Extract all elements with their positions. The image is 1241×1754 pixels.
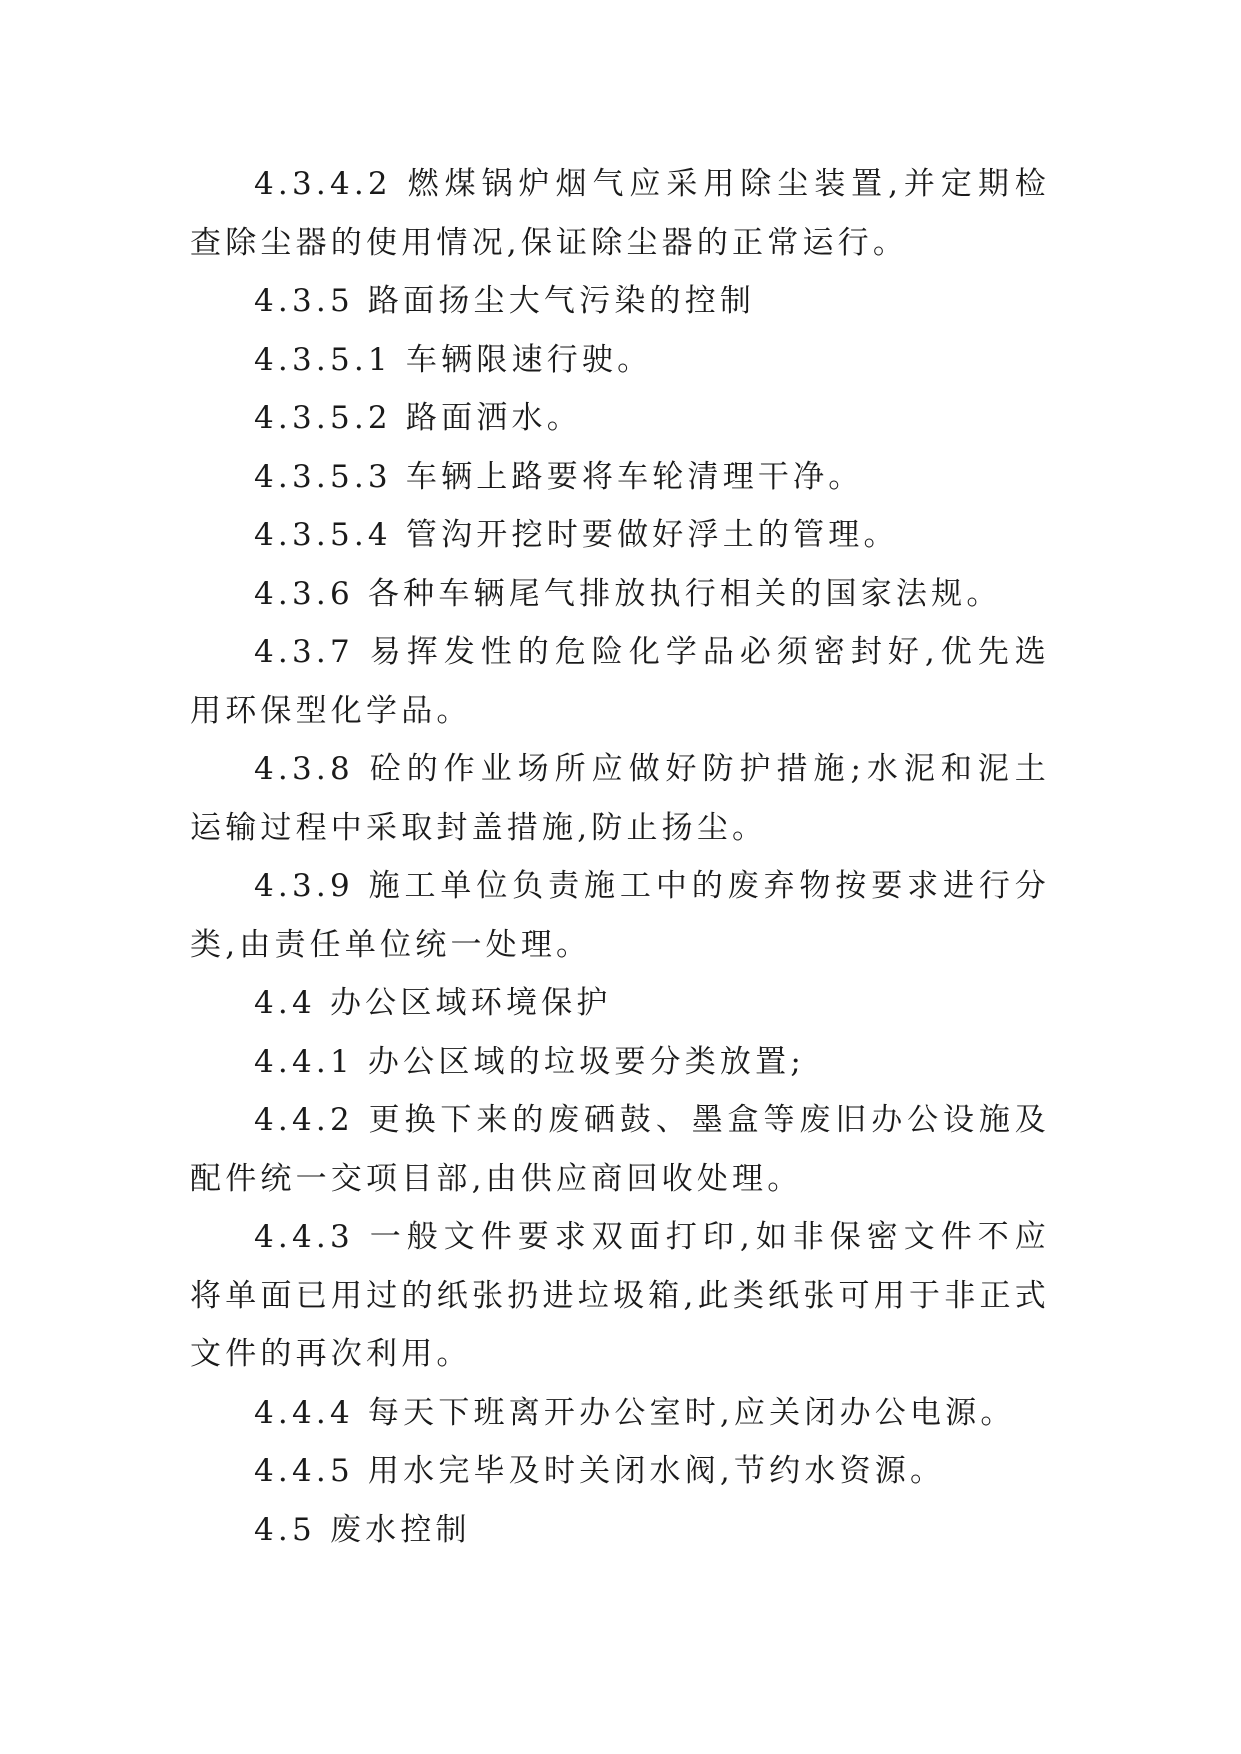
paragraph-4-4-1: 4.4.1 办公区域的垃圾要分类放置;: [254, 1043, 805, 1080]
paragraph-4-3-5-2: 4.3.5.2 路面洒水。: [254, 400, 582, 436]
paragraph-4-4-2: 4.4.2 更换下来的废硒鼓、墨盒等废旧办公设施及配件统一交项目部,由供应商回收处理。: [190, 1102, 1050, 1197]
heading-4-5: 4.5 废水控制: [254, 1511, 471, 1548]
document-body: [190, 155, 1050, 1559]
heading-4-4: 4.4 办公区域环境保护: [254, 985, 612, 1021]
paragraph-4-3-7: 4.3.7 易挥发性的危险化学品必须密封好,优先选用环保型化学品。: [190, 634, 1050, 729]
paragraph-4-3-5-1: 4.3.5.1 车辆限速行驶。: [254, 341, 653, 378]
paragraph-4-3-5-3: 4.3.5.3 车辆上路要将车轮清理干净。: [254, 458, 864, 495]
paragraph-4-4-4: 4.4.4 每天下班离开办公室时,应关闭办公电源。: [254, 1394, 1016, 1431]
heading-4-3-5: 4.3.5 路面扬尘大气污染的控制: [254, 283, 756, 319]
paragraph-4-4-5: 4.4.5 用水完毕及时关闭水阀,节约水资源。: [254, 1453, 946, 1489]
paragraph-4-3-8: 4.3.8 砼的作业场所应做好防护措施;水泥和泥土运输过程中采取封盖措施,防止扬尘。: [190, 751, 1050, 846]
paragraph-4-4-3: 4.4.3 一般文件要求双面打印,如非保密文件不应将单面已用过的纸张扔进垃圾箱,此类纸张可用于非正式文件的再次利用。: [190, 1219, 1050, 1372]
paragraph-4-3-6: 4.3.6 各种车辆尾气排放执行相关的国家法规。: [254, 575, 1002, 612]
paragraph-4-3-4-2: 4.3.4.2 燃煤锅炉烟气应采用除尘装置,并定期检查除尘器的使用情况,保证除尘器的正常运行。: [190, 166, 1050, 261]
paragraph-4-3-9: 4.3.9 施工单位负责施工中的废弃物按要求进行分类,由责任单位统一处理。: [190, 868, 1050, 963]
paragraph-4-3-5-4: 4.3.5.4 管沟开挖时要做好浮土的管理。: [254, 517, 899, 553]
